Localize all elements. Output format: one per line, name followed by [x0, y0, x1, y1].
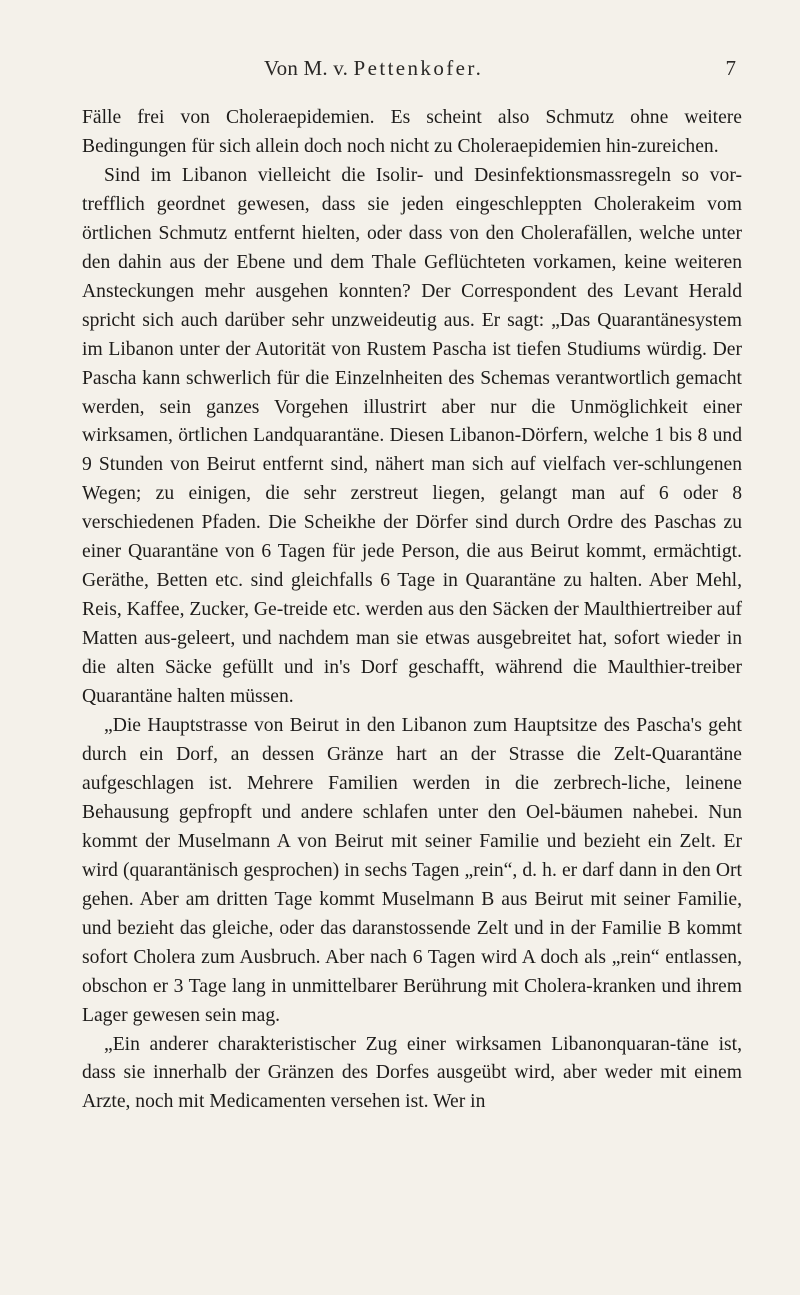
running-title-author: Pettenkofer. [353, 56, 484, 80]
paragraph-village-quarantine: „Ein anderer charakteristischer Zug einer wirksamen Libanonquaran-täne ist, dass sie innerhalb der Gränzen des Dorfes ausgeübt wird, aber weder mit einem Arzte, noch mit Medicamenten versehen ist. Wer in [82, 1033, 742, 1113]
paragraph-isolation-question: Sind im Libanon vielleicht die Isolir- und Desinfektionsmassregeln so vor-trefflich geordnet gewesen, dass sie jeden eingeschleppten Cholerakeim vom örtlichen Schmutz entfernt hielten, oder dass von den Cholerafällen, welche unter den dahin aus der Ebene und dem Thale Geflüchteten vorkamen, keine weiteren Ansteckungen mehr ausgehen konnten? Der Correspondent des Levant Herald spricht sich auch darüber sehr unzweideutig aus. Er sagt: „Das Quarantänesystem im Libanon unter der Autorität von Rustem Pascha ist tiefen Studiums würdig. Der Pascha kann schwerlich für die Einzelnheiten des Schemas verantwortlich gemacht werden, sein ganzes Vorgehen illustrirt aber nur die Unmöglichkeit einer wirksamen, örtlichen Landquarantäne. Diesen Libanon-Dörfern, welche 1 bis 8 und 9 Stunden von Beirut entfernt sind, nähert man sich auf vielfach ver-schlungenen Wegen; zu einigen, die sehr zerstreut liegen, gelangt man auf 6 oder 8 verschiedenen Pfaden. Die Scheikhe der Dörfer sind durch Ordre des Paschas zu einer Quarantäne von 6 Tagen für jede Person, die aus Beirut kommt, ermächtigt. Geräthe, Betten etc. sind gleichfalls 6 Tage in Quarantäne zu halten. Aber Mehl, Reis, Kaffee, Zucker, Ge-treide etc. werden aus den Säcken der Maulthiertreiber auf Matten aus-geleert, und nachdem man sie etwas ausgebreitet hat, sofort wieder in die alten Säcke gefüllt und in's Dorf geschafft, während die Maulthier-treiber Quarantäne halten müssen. [82, 164, 742, 708]
page-content [82, 56, 742, 1117]
paragraph-main-road-quarantine: „Die Hauptstrasse von Beirut in den Libanon zum Hauptsitze des Pascha's geht durch ein Dorf, an dessen Gränze hart an der Strasse die Zelt-Quarantäne aufgeschlagen ist. Mehrere Familien werden in die zerbrech-liche, leinene Behausung gepfropft und andere schlafen unter den Oel-bäumen nahebei. Nun kommt der Muselmann A von Beirut mit seiner Familie und bezieht ein Zelt. Er wird (quarantänisch gesprochen) in sechs Tagen „rein“, d. h. er darf dann in den Ort gehen. Aber am dritten Tage kommt Muselmann B aus Beirut mit seiner Familie, und bezieht das gleiche, oder das daranstossende Zelt und in der Familie B kommt sofort Cholera zum Ausbruch. Aber nach 6 Tagen wird A doch als „rein“ entlassen, obschon er 3 Tage lang in unmittelbarer Berührung mit Cholera-kranken und ihrem Lager gewesen sein mag. [82, 715, 742, 1026]
running-title [264, 56, 483, 81]
running-title-prefix: Von M. v. [264, 56, 354, 80]
page-number: 7 [725, 56, 736, 80]
body-text [82, 104, 742, 1117]
paragraph-continuation: Fälle frei von Choleraepidemien. Es scheint also Schmutz ohne weitere Bedingungen für sich allein doch noch nicht zu Choleraepidemien hin-zureichen. [82, 107, 742, 157]
running-header [82, 56, 742, 86]
